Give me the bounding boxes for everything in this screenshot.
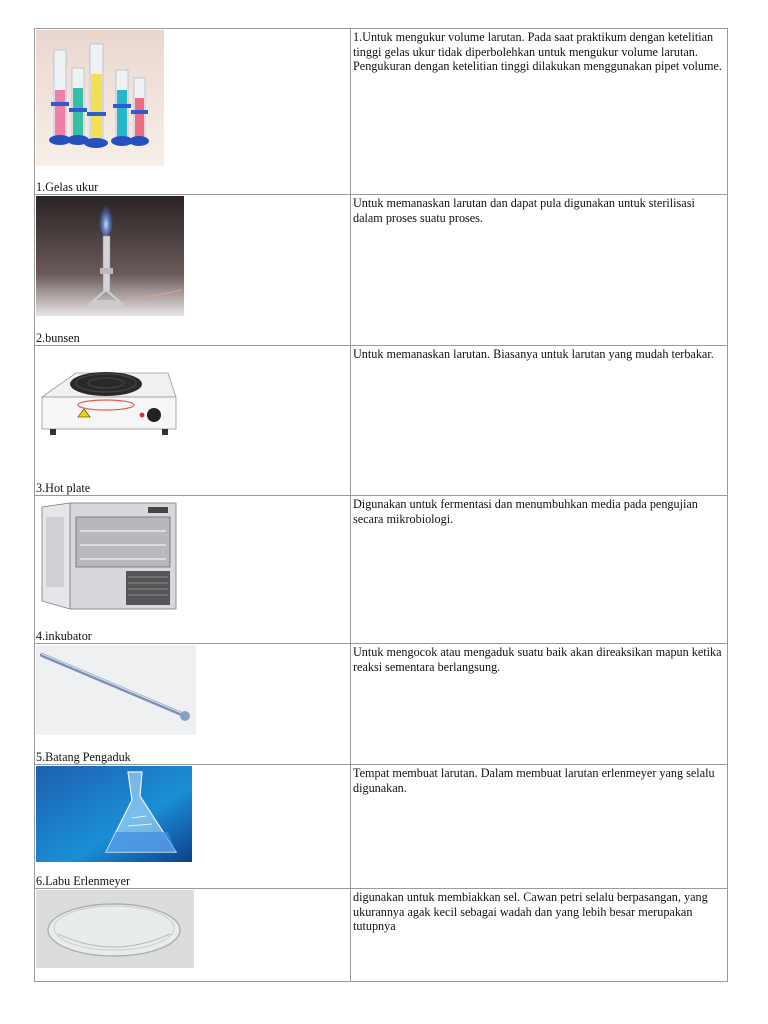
item-description: Untuk mengocok atau mengaduk suatu baik akan direaksikan mapun ketika reaksi sementara berlangsung. xyxy=(353,645,722,674)
table-row xyxy=(35,29,727,195)
item-caption: 3.Hot plate xyxy=(36,481,91,495)
hot-plate-image xyxy=(36,347,182,465)
item-description: Untuk memanaskan larutan. Biasanya untuk larutan yang mudah terbakar. xyxy=(353,347,714,361)
item-description: Digunakan untuk fermentasi dan menumbuhkan media pada pengujian secara mikrobiologi. xyxy=(353,497,698,526)
item-description: 1.Untuk mengukur volume larutan. Pada saat praktikum dengan ketelitian tinggi gelas ukur tidak diperbolehkan untuk mengukur volume larutan. Pengukuran dengan ketelitian tinggi dilakukan menggunakan pipet volume. xyxy=(353,30,722,74)
image-cell xyxy=(35,496,351,643)
item-caption: 2.bunsen xyxy=(36,331,80,345)
item-caption: 4.inkubator xyxy=(36,629,92,643)
table-row xyxy=(35,765,727,889)
stirring-rod-image xyxy=(36,645,196,735)
bunsen-burner-image xyxy=(36,196,184,316)
table-row xyxy=(35,644,727,765)
incubator-image xyxy=(36,497,182,615)
equipment-table xyxy=(34,28,728,982)
item-caption: 5.Batang Pengaduk xyxy=(36,750,131,764)
erlenmeyer-flask-image xyxy=(36,766,192,862)
image-cell xyxy=(35,889,351,982)
table-row xyxy=(35,496,727,644)
table-row xyxy=(35,195,727,346)
petri-dish-image xyxy=(36,890,194,968)
measuring-cylinders-image xyxy=(36,30,164,166)
image-cell xyxy=(35,644,351,764)
image-cell xyxy=(35,195,351,345)
item-description: Untuk memanaskan larutan dan dapat pula digunakan untuk sterilisasi dalam proses suatu proses. xyxy=(353,196,695,225)
item-description: digunakan untuk membiakkan sel. Cawan petri selalu berpasangan, yang ukurannya agak kecil sebagai wadah dan yang lebih besar merupakan tutupnya xyxy=(353,890,708,934)
table-row xyxy=(35,346,727,496)
table-row xyxy=(35,889,727,982)
item-description: Tempat membuat larutan. Dalam membuat larutan erlenmeyer yang selalu digunakan. xyxy=(353,766,715,795)
image-cell xyxy=(35,29,351,194)
item-caption: 1.Gelas ukur xyxy=(36,180,99,194)
image-cell xyxy=(35,765,351,888)
item-caption: 6.Labu Erlenmeyer xyxy=(36,874,131,888)
image-cell xyxy=(35,346,351,495)
